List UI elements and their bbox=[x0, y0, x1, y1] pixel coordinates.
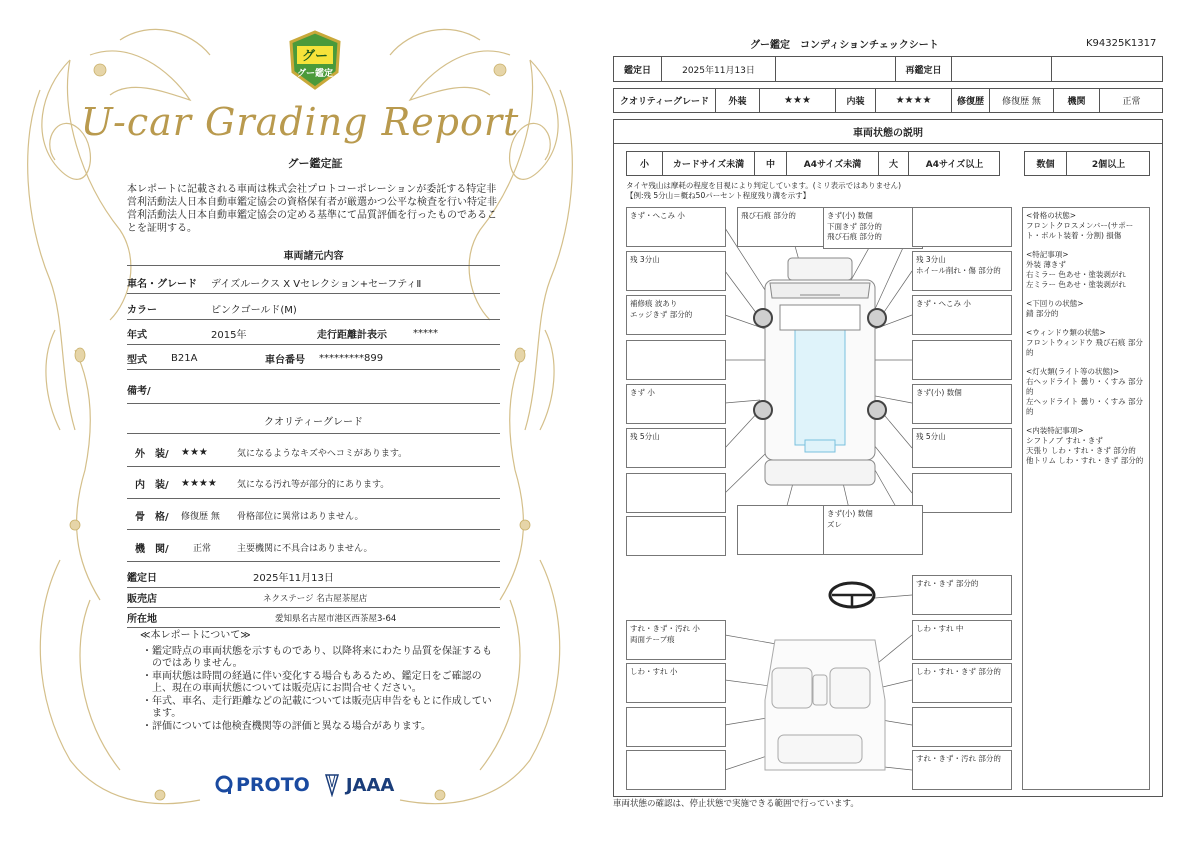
date-row: 鑑定日 2025年11月13日 bbox=[127, 566, 500, 588]
damage-box-rear-bumper: きず(小) 数個 ズレ bbox=[823, 505, 923, 555]
note-frame: <骨格の状態> フロントクロスメンバー(サポート・ボルト装着・分割) 損傷 bbox=[1026, 211, 1134, 240]
damage-box-passenger-seat: しわ・すれ・きず 部分的 bbox=[912, 663, 1012, 703]
date-value: 2025年11月13日 bbox=[662, 57, 776, 81]
quality-label: クオリティーグレード bbox=[614, 89, 716, 112]
engine-label: 機関 bbox=[1054, 89, 1100, 112]
jaaa-mark-icon bbox=[322, 773, 342, 797]
date-label: 鑑定日 bbox=[614, 57, 662, 81]
interior-row: 内 装/ ★★★★ 気になる汚れ等が部分的にあります。 bbox=[127, 469, 500, 499]
sheet-code: K94325K1317 bbox=[1086, 38, 1157, 49]
size-small-label: 小 bbox=[627, 152, 663, 175]
svg-text:グー: グー bbox=[301, 49, 329, 64]
size-mid-desc: A4サイズ未満 bbox=[787, 152, 879, 175]
tire-note-line-1: タイヤ残山は摩耗の程度を目視により判定しています。(ミリ表示ではありません) bbox=[626, 181, 902, 190]
svg-text:グー鑑定: グー鑑定 bbox=[296, 69, 334, 79]
note-interior: <内装特記事項> シフトノブ すれ・きず 天張り しわ・すれ・きず 部分的 他トリム しわ・すれ・きず 部分的 bbox=[1026, 426, 1144, 465]
damage-box-driver-seat: しわ・すれ 小 bbox=[626, 663, 726, 703]
note-item: ・年式、車名、走行距離などの記載については販売店申告をもとに作成しています。 bbox=[142, 695, 492, 719]
dealer-row: 販売店 ネクステージ 名古屋茶屋店 bbox=[127, 588, 500, 608]
damage-box-left-quarter bbox=[626, 473, 726, 513]
note-windows: <ウィンドウ類の状態> フロントウィンドウ 飛び石痕 部分的 bbox=[1026, 328, 1143, 357]
quality-header: クオリティーグレード bbox=[127, 408, 500, 434]
year-row: 年式 2015年 走行距離計表示 ***** bbox=[127, 323, 500, 345]
report-notes bbox=[140, 630, 500, 733]
interior-label: 内装 bbox=[836, 89, 876, 112]
exterior-row: 外 装/ ★★★ 気になるようなキズやヘコミがあります。 bbox=[127, 439, 500, 467]
exterior-stars: ★★★ bbox=[760, 89, 836, 112]
engine-value: 正常 bbox=[1122, 97, 1141, 107]
damage-box-right-fender: きず・へこみ 小 bbox=[912, 295, 1012, 335]
address-row: 所在地 愛知県名古屋市港区西茶屋3-64 bbox=[127, 608, 500, 628]
engine-row: 機 関/ 正常 主要機関に不具合はありません。 bbox=[127, 534, 500, 562]
repair-label: 修復歴 bbox=[952, 89, 990, 112]
condition-check-sheet bbox=[600, 0, 1200, 848]
repair-value: 修復歴 無 bbox=[990, 89, 1054, 112]
damage-box-rear-left bbox=[626, 516, 726, 556]
jaaa-logo: JAAA bbox=[322, 773, 395, 797]
damage-box-rear-seat-right: すれ・きず・汚れ 部分的 bbox=[912, 750, 1012, 790]
note-item: ・評価については他検査機関等の評価と異なる場合があります。 bbox=[142, 720, 431, 732]
spec-header: 車両諸元内容 bbox=[127, 244, 500, 266]
damage-box-dashboard: すれ・きず・汚れ 小 両面テープ痕 bbox=[626, 620, 726, 660]
tire-note-line-2: 【例:残 5分山＝概ね50パーセント程度残り溝を示す】 bbox=[626, 191, 811, 200]
exterior-label: 外装 bbox=[716, 89, 760, 112]
damage-box-left-front-tire: 残 3分山 bbox=[626, 251, 726, 291]
damage-box-rear-seat-left bbox=[626, 750, 726, 790]
sheet-footer: 車両状態の確認は、停止状態で実施できる範囲で行っています。 bbox=[613, 799, 859, 809]
frame-row: 骨 格/ 修復歴 無 骨格部位に異常はありません。 bbox=[127, 502, 500, 530]
size-mid-label: 中 bbox=[755, 152, 787, 175]
note-item: ・鑑定時点の車両状態を示すものであり、以降将来にわたり品質を保証するものではありません。 bbox=[142, 645, 492, 669]
certificate-body: 本レポートに記載される車両は株式会社プロトコーポレーションが委託する特定非営利活動法人日本自動車鑑定協会の資格保有者が厳選かつ公平な検査を行い特定非営利活動法人日本自動車鑑定協会の定める基準にて品質評価を行ったものであることを証明する。 bbox=[127, 184, 497, 234]
note-item: ・車両状態は時間の経過に伴い変化する場合もあるため、鑑定日をご確認の上、現在の車両状態については販売店にお問合せください。 bbox=[142, 670, 482, 694]
car-name-row: 車名・グレード デイズルークス X Vセレクション+セーフティⅡ bbox=[127, 272, 500, 294]
damage-box-right-front-door bbox=[912, 340, 1012, 380]
damage-box-front-left: きず・へこみ 小 bbox=[626, 207, 726, 247]
sheet-title: グー鑑定 コンディションチェックシート bbox=[750, 40, 939, 51]
interior-stars: ★★★★ bbox=[876, 89, 952, 112]
notes-title: ≪本レポートについて≫ bbox=[140, 630, 251, 641]
damage-box-right-rear-tire: 残 5分山 bbox=[912, 428, 1012, 468]
damage-box-right-trim bbox=[912, 707, 1012, 747]
note-underbody: <下回りの状態> 錆 部分的 bbox=[1026, 299, 1084, 318]
proto-logo: PROTO bbox=[215, 774, 310, 796]
damage-box-ceiling: しわ・すれ 中 bbox=[912, 620, 1012, 660]
color-row: カラー ピンクゴールド(M) bbox=[127, 298, 500, 320]
damage-box-left-trim bbox=[626, 707, 726, 747]
steering-wheel-icon bbox=[830, 583, 874, 607]
damage-box-right-rear-door: きず(小) 数個 bbox=[912, 384, 1012, 424]
damage-box-front-right bbox=[912, 207, 1012, 247]
size-large-desc: A4サイズ以上 bbox=[925, 160, 984, 170]
note-lights: <灯火類(ライト等の状態)> 右ヘッドライト 曇り・くすみ 部分的 左ヘッドライト 曇り・くすみ 部分的 bbox=[1026, 367, 1144, 416]
damage-box-hood: 飛び石痕 部分的 bbox=[737, 207, 837, 247]
damage-box-left-rear-tire: 残 5分山 bbox=[626, 428, 726, 468]
damage-box-left-rear-door: きず 小 bbox=[626, 384, 726, 424]
count-label: 数個 bbox=[1025, 152, 1067, 175]
report-script-title: U-car Grading Report bbox=[80, 100, 520, 144]
damage-box-front-bumper: きず(小) 数個 下面きず 部分的 飛び石痕 部分的 bbox=[823, 207, 923, 249]
size-small-desc: カードサイズ未満 bbox=[663, 152, 755, 175]
proto-mark-icon bbox=[215, 775, 233, 795]
damage-box-right-quarter bbox=[912, 473, 1012, 513]
damage-box-rear-gate bbox=[737, 505, 837, 555]
remarks-row: 備考/ bbox=[127, 376, 500, 404]
model-row: 型式 B21A 車台番号 *********899 bbox=[127, 348, 500, 370]
condition-header: 車両状態の説明 bbox=[613, 119, 1163, 144]
damage-box-steering: すれ・きず 部分的 bbox=[912, 575, 1012, 615]
damage-box-left-front-door bbox=[626, 340, 726, 380]
certificate-title: グー鑑定証 bbox=[287, 157, 343, 170]
damage-box-left-fender: 補修痕 波あり エッジきず 部分的 bbox=[626, 295, 726, 335]
recheck-label: 再鑑定日 bbox=[896, 57, 952, 81]
footer-logos bbox=[215, 770, 415, 800]
damage-box-right-front-tire: 残 3分山 ホイール削れ・傷 部分的 bbox=[912, 251, 1012, 291]
goo-kantei-badge bbox=[287, 30, 343, 92]
size-large-label: 大 bbox=[879, 152, 909, 175]
count-desc: 2個以上 bbox=[1091, 160, 1126, 170]
condition-notes bbox=[1022, 207, 1150, 790]
note-special: <特記事項> 外装 薄きず 右ミラー 色あせ・塗装剥がれ 左ミラー 色あせ・塗装剥がれ bbox=[1026, 250, 1126, 289]
